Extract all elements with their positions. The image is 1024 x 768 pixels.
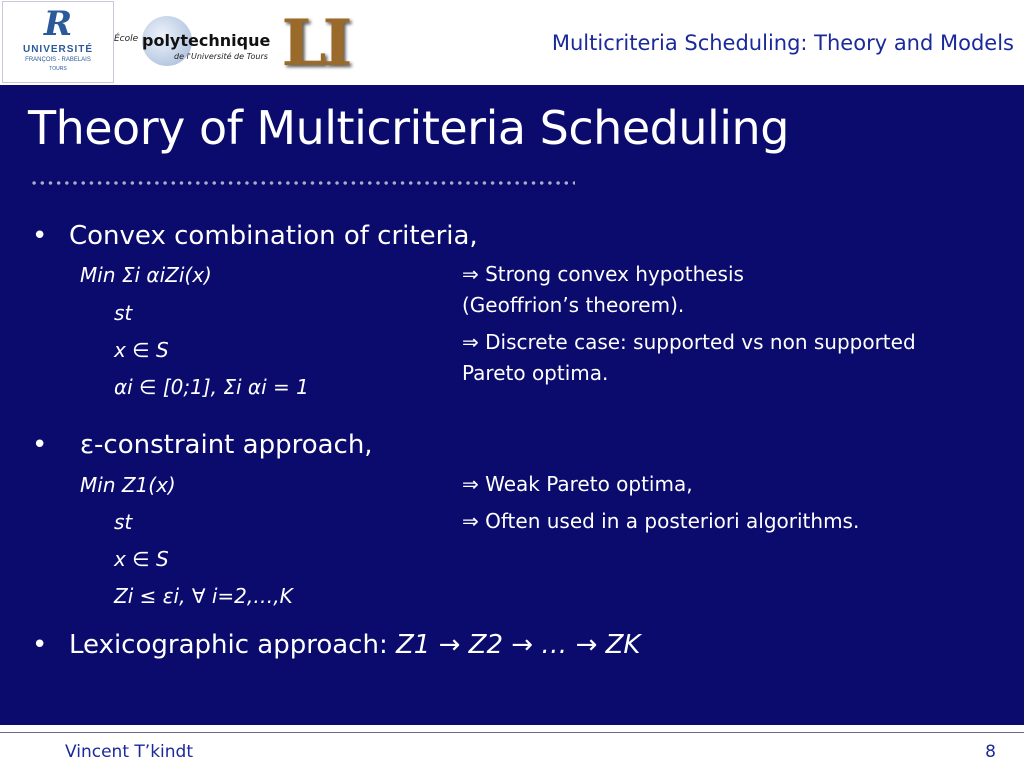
- slide-title: Theory of Multicriteria Scheduling: [28, 101, 789, 155]
- bullet-marker: •: [32, 430, 48, 460]
- university-logo-sub: FRANÇOIS - RABELAIS: [25, 57, 91, 63]
- convex-heading: Convex combination of criteria,: [69, 221, 478, 251]
- university-logo: [2, 1, 114, 83]
- footer-divider: [0, 732, 1024, 733]
- convex-line-3: x ∈ S: [114, 338, 169, 362]
- convex-note-1: ⇒ Strong convex hypothesis (Geoffrion’s theorem).: [462, 262, 744, 317]
- footer-author: Vincent T’kindt: [65, 742, 193, 762]
- university-emblem-icon: R: [43, 4, 73, 44]
- epsilon-note-2: ⇒ Often used in a posteriori algorithms.: [462, 509, 860, 533]
- lexico-row: [69, 630, 640, 660]
- university-logo-name: UNIVERSITÉ: [22, 44, 93, 55]
- polytechnique-logo: [114, 10, 270, 80]
- polytechnique-ecole: École: [114, 34, 139, 44]
- university-logo-city: TOURS: [49, 66, 67, 72]
- epsilon-note-1: ⇒ Weak Pareto optima,: [462, 472, 693, 496]
- epsilon-line-3: x ∈ S: [114, 547, 169, 571]
- footer: [0, 725, 1024, 768]
- bullet-marker: •: [32, 630, 48, 660]
- bullet-marker: •: [32, 221, 48, 251]
- polytechnique-name: polytechnique: [142, 31, 271, 50]
- title-divider: [30, 180, 575, 186]
- convex-note-2: ⇒ Discrete case: supported vs non supported Pareto optima.: [462, 330, 916, 385]
- polytechnique-sub: de l'Université de Tours: [174, 52, 268, 61]
- convex-line-1: Min Σi αiZi(x): [80, 263, 212, 287]
- lexico-sequence: Z1 → Z2 → … → ZK: [395, 630, 641, 660]
- epsilon-heading: ε-constraint approach,: [80, 430, 373, 460]
- li-logo: LI: [281, 6, 349, 81]
- epsilon-line-4: Zi ≤ εi, ∀ i=2,…,K: [114, 584, 293, 608]
- slide-body: [0, 85, 1024, 725]
- convex-line-4: αi ∈ [0;1], Σi αi = 1: [114, 375, 309, 399]
- header: [0, 0, 1024, 85]
- convex-line-2: st: [114, 301, 133, 325]
- epsilon-line-2: st: [114, 510, 133, 534]
- page-number: 8: [985, 742, 996, 762]
- header-title: Multicriteria Scheduling: Theory and Models: [551, 31, 1014, 55]
- epsilon-line-1: Min Z1(x): [80, 473, 176, 497]
- lexico-label: Lexicographic approach:: [69, 630, 388, 660]
